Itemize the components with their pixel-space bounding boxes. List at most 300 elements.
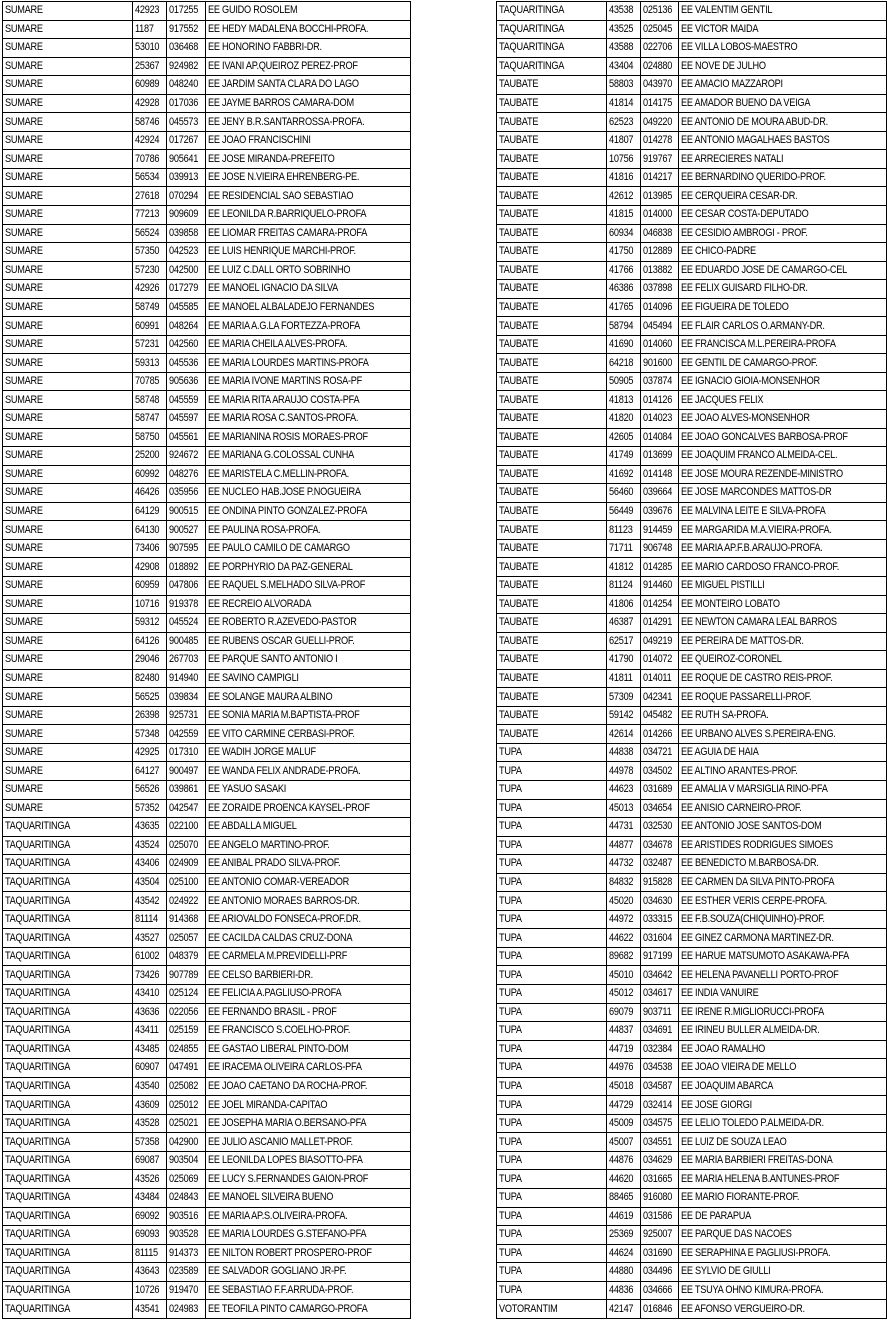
city-cell (3, 836, 133, 855)
code-cell (607, 892, 640, 911)
city-cell (3, 206, 133, 225)
code-cell (607, 651, 640, 670)
code-cell-text: 44972 (609, 913, 634, 926)
city-cell (497, 317, 607, 336)
table-row (497, 1040, 887, 1059)
id-cell (640, 1300, 679, 1319)
school-name-cell (205, 261, 411, 280)
id-cell (167, 595, 206, 614)
school-name-cell (679, 2, 887, 21)
table-row (497, 447, 887, 466)
table-row (3, 131, 411, 150)
table-row (497, 428, 887, 447)
school-name-cell-text: EE ESTHER VERIS CERPE-PROFA. (681, 894, 828, 907)
table-row (497, 595, 887, 614)
code-cell-text: 58748 (135, 393, 160, 406)
id-cell-text: 901600 (642, 356, 672, 369)
code-cell (607, 335, 640, 354)
city-cell-text: SUMARE (5, 467, 43, 480)
id-cell (640, 1022, 679, 1041)
code-cell-text: 58749 (135, 301, 160, 314)
id-cell-text: 042900 (169, 1135, 199, 1148)
code-cell-text: 42926 (135, 282, 160, 295)
table-row (497, 280, 887, 299)
city-cell-text: TAQUARITINGA (5, 1024, 71, 1037)
school-name-cell (679, 984, 887, 1003)
code-cell (607, 280, 640, 299)
code-cell-text: 44623 (609, 783, 634, 796)
city-cell-text: TUPA (499, 1079, 522, 1092)
id-cell-text: 023589 (169, 1265, 199, 1278)
code-cell-text: 42925 (135, 746, 160, 759)
city-cell-text: SUMARE (5, 634, 43, 647)
city-cell-text: TAQUARITINGA (5, 1265, 71, 1278)
table-row (497, 335, 887, 354)
table-row (497, 465, 887, 484)
id-cell-text: 014175 (642, 97, 672, 109)
id-cell-text: 022706 (642, 41, 672, 54)
city-cell-text: TAUBATE (499, 338, 539, 351)
code-cell (607, 1170, 640, 1189)
school-name-cell (205, 1040, 411, 1059)
city-cell-text: TAQUARITINGA (499, 59, 565, 72)
id-cell-text: 045524 (169, 616, 199, 629)
city-cell-text: TUPA (499, 857, 522, 870)
id-cell-text: 917199 (642, 950, 672, 963)
school-name-cell (205, 335, 411, 354)
id-cell-text: 034691 (642, 1024, 672, 1037)
city-cell (3, 1189, 133, 1208)
code-cell (133, 1059, 167, 1078)
code-cell (133, 1300, 167, 1319)
table-row (3, 94, 411, 113)
id-cell (167, 762, 206, 781)
code-cell-text: 44877 (609, 838, 634, 851)
city-cell (3, 113, 133, 132)
table-row (3, 76, 411, 95)
table-row (497, 1281, 887, 1300)
id-cell-text: 914368 (169, 913, 199, 926)
city-cell (497, 465, 607, 484)
school-name-cell (679, 261, 887, 280)
id-cell (167, 873, 206, 892)
code-cell (607, 688, 640, 707)
school-name-cell (679, 1226, 887, 1245)
city-cell-text: SUMARE (5, 412, 43, 425)
code-cell-text: 41807 (609, 134, 634, 147)
school-name-cell (205, 354, 411, 373)
school-name-cell-text: EE JOAO ALVES-MONSENHOR (681, 412, 810, 425)
code-cell-text: 41790 (609, 653, 634, 666)
city-cell (497, 1207, 607, 1226)
school-name-cell (205, 168, 411, 187)
school-name-cell (205, 224, 411, 243)
school-name-cell-text: EE MARIANA G.COLOSSAL CUNHA (207, 449, 354, 462)
id-cell (167, 428, 206, 447)
school-name-cell (679, 113, 887, 132)
code-cell (133, 799, 167, 818)
school-name-cell-text: EE SEBASTIAO F.F.ARRUDA-PROF. (207, 1284, 353, 1296)
code-cell (607, 873, 640, 892)
school-name-cell-text: EE LEONILDA R.BARRIQUELO-PROFA (207, 208, 366, 221)
school-name-cell-text: EE ARRECIERES NATALI (681, 152, 784, 165)
school-name-cell (679, 743, 887, 762)
code-cell-text: 73406 (135, 542, 160, 555)
code-cell (133, 131, 167, 150)
city-cell-text: TAQUARITINGA (5, 1135, 71, 1148)
school-name-cell (679, 614, 887, 633)
code-cell (607, 539, 640, 558)
table-row (497, 1189, 887, 1208)
table-row (497, 298, 887, 317)
code-cell (133, 447, 167, 466)
table-row (497, 521, 887, 540)
code-cell-text: 71711 (609, 542, 633, 555)
code-cell-text: 57230 (135, 263, 160, 276)
city-cell-text: TAQUARITINGA (499, 22, 565, 35)
code-cell (607, 76, 640, 95)
id-cell (167, 1151, 206, 1170)
code-cell (607, 929, 640, 948)
id-cell-text: 024922 (169, 894, 199, 907)
id-cell (640, 799, 679, 818)
id-cell-text: 013985 (642, 189, 672, 202)
city-cell-text: TAQUARITINGA (5, 1154, 71, 1167)
school-name-cell-text: EE ANTONIO MAGALHAES BASTOS (681, 134, 830, 147)
school-name-cell (205, 651, 411, 670)
school-name-cell (205, 20, 411, 39)
school-name-cell (205, 762, 411, 781)
code-cell-text: 88465 (609, 1191, 634, 1204)
id-cell-text: 024855 (169, 1042, 199, 1055)
table-row (497, 1263, 887, 1282)
school-name-cell-text: EE ANIBAL PRADO SILVA-PROF. (207, 857, 340, 870)
school-name-cell (205, 873, 411, 892)
id-cell-text: 014000 (642, 208, 672, 221)
city-cell (497, 1151, 607, 1170)
city-cell-text: SUMARE (5, 430, 43, 443)
school-name-cell (205, 2, 411, 21)
code-cell (133, 1022, 167, 1041)
school-name-cell-text: EE JOSE GIORGI (681, 1098, 753, 1111)
code-cell-text: 60959 (135, 579, 160, 592)
code-cell (607, 317, 640, 336)
school-name-cell-text: EE GINEZ CARMONA MARTINEZ-DR. (681, 931, 834, 944)
city-cell (497, 966, 607, 985)
table-row (3, 1244, 411, 1263)
city-cell-text: SUMARE (5, 375, 43, 388)
school-name-cell-text: EE CELSO BARBIERI-DR. (207, 968, 313, 981)
school-name-cell (205, 688, 411, 707)
code-cell-text: 41813 (609, 393, 634, 406)
school-name-cell (679, 94, 887, 113)
city-cell-text: TAQUARITINGA (499, 41, 565, 54)
city-cell-text: SUMARE (5, 245, 43, 258)
code-cell-text: 42908 (135, 560, 160, 573)
city-cell-text: TUPA (499, 987, 522, 1000)
code-cell-text: 43542 (135, 894, 160, 907)
code-cell-text: 25200 (135, 449, 160, 462)
city-cell (497, 873, 607, 892)
city-cell-text: SUMARE (5, 542, 43, 555)
id-cell (167, 150, 206, 169)
code-cell-text: 41814 (609, 97, 634, 109)
city-cell-text: TAQUARITINGA (5, 875, 71, 888)
id-cell (640, 94, 679, 113)
school-name-cell-text: EE IRINEU BULLER ALMEIDA-DR. (681, 1024, 820, 1037)
id-cell-text: 045536 (169, 356, 199, 369)
school-name-cell-text: EE GASTAO LIBERAL PINTO-DOM (207, 1042, 349, 1055)
city-cell (497, 1077, 607, 1096)
table-row (3, 1114, 411, 1133)
table-row (3, 243, 411, 262)
id-cell-text: 017279 (169, 282, 199, 295)
school-name-cell-text: EE CHICO-PADRE (681, 245, 757, 258)
code-cell-text: 44622 (609, 931, 634, 944)
code-cell-text: 43525 (609, 22, 634, 35)
city-cell (3, 855, 133, 874)
code-cell-text: 50905 (609, 375, 634, 388)
school-name-cell-text: EE LELIO TOLEDO P.ALMEIDA-DR. (681, 1117, 824, 1130)
city-cell-text: TUPA (499, 875, 522, 888)
id-cell (167, 836, 206, 855)
code-cell (607, 261, 640, 280)
id-cell (167, 929, 206, 948)
school-name-cell (679, 799, 887, 818)
id-cell (167, 669, 206, 688)
school-name-cell-text: EE JOSE MARCONDES MATTOS-DR (681, 486, 832, 499)
school-name-cell-text: EE PAULINA ROSA-PROFA. (207, 523, 321, 536)
id-cell (640, 261, 679, 280)
school-name-cell (205, 1022, 411, 1041)
code-cell-text: 64126 (135, 634, 160, 647)
id-cell (640, 372, 679, 391)
table-row (497, 929, 887, 948)
table-row (497, 539, 887, 558)
id-cell-text: 031665 (642, 1172, 672, 1185)
code-cell-text: 25369 (609, 1228, 634, 1241)
city-cell (3, 614, 133, 633)
school-name-cell (205, 1077, 411, 1096)
city-cell (3, 1059, 133, 1078)
table-row (497, 261, 887, 280)
id-cell-text: 014126 (642, 393, 672, 406)
id-cell (640, 651, 679, 670)
table-row (3, 892, 411, 911)
city-cell (497, 743, 607, 762)
id-cell (640, 521, 679, 540)
city-cell (497, 521, 607, 540)
table-row (497, 39, 887, 58)
code-cell-text: 42605 (609, 430, 634, 443)
code-cell-text: 43527 (135, 931, 160, 944)
id-cell (167, 947, 206, 966)
school-name-cell (679, 947, 887, 966)
table-row (497, 317, 887, 336)
city-cell (3, 539, 133, 558)
city-cell (3, 1226, 133, 1245)
code-cell-text: 45013 (609, 801, 634, 814)
school-name-cell-text: EE ARISTIDES RODRIGUES SIMOES (681, 838, 834, 851)
city-cell (3, 168, 133, 187)
id-cell (167, 1114, 206, 1133)
school-name-cell (679, 502, 887, 521)
code-cell (607, 410, 640, 429)
city-cell (497, 1133, 607, 1152)
city-cell-text: SUMARE (5, 134, 43, 147)
city-cell-text: TAUBATE (499, 263, 539, 276)
id-cell-text: 925007 (642, 1228, 672, 1241)
table-row (3, 780, 411, 799)
table-row (497, 855, 887, 874)
id-cell-text: 045573 (169, 115, 199, 128)
school-name-cell (205, 391, 411, 410)
school-name-cell-text: EE ROQUE DE CASTRO REIS-PROF. (681, 671, 833, 684)
id-cell-text: 045585 (169, 301, 199, 314)
id-cell (640, 465, 679, 484)
city-cell-text: SUMARE (5, 41, 43, 54)
city-cell (497, 484, 607, 503)
code-cell-text: 69079 (609, 1005, 634, 1018)
school-name-cell (205, 558, 411, 577)
city-cell-text: TUPA (499, 1284, 522, 1296)
school-name-cell-text: EE MARIO FIORANTE-PROF. (681, 1191, 800, 1204)
code-cell (607, 298, 640, 317)
city-cell (497, 1226, 607, 1245)
table-row (497, 187, 887, 206)
school-name-cell-text: EE JENY B.R.SANTARROSSA-PROFA. (207, 115, 364, 128)
id-cell-text: 039834 (169, 690, 199, 703)
school-name-cell-text: EE F.B.SOUZA(CHIQUINHO)-PROF. (681, 913, 825, 926)
school-name-cell-text: EE FERNANDO BRASIL - PROF (207, 1005, 337, 1018)
code-cell-text: 70786 (135, 152, 160, 165)
id-cell-text: 014023 (642, 412, 672, 425)
school-name-cell-text: EE AMADOR BUENO DA VEIGA (681, 97, 811, 109)
code-cell-text: 44620 (609, 1172, 634, 1185)
id-cell-text: 032530 (642, 820, 672, 833)
table-row (3, 762, 411, 781)
city-cell-text: SUMARE (5, 486, 43, 499)
city-cell-text: TAQUARITINGA (5, 1246, 71, 1259)
code-cell (607, 354, 640, 373)
code-cell-text: 57231 (135, 338, 160, 351)
school-name-cell (679, 187, 887, 206)
school-name-cell (679, 298, 887, 317)
city-cell (497, 410, 607, 429)
city-cell (3, 1133, 133, 1152)
id-cell-text: 037874 (642, 375, 672, 388)
school-name-cell-text: EE AFONSO VERGUEIRO-DR. (681, 1302, 805, 1315)
code-cell-text: 43541 (135, 1302, 160, 1315)
code-cell-text: 45010 (609, 968, 634, 981)
city-cell (3, 1040, 133, 1059)
code-cell-text: 81124 (609, 579, 633, 592)
city-cell-text: TAQUARITINGA (5, 1005, 71, 1018)
id-cell-text: 049220 (642, 115, 672, 128)
table-row (497, 1151, 887, 1170)
id-cell (167, 94, 206, 113)
id-cell (167, 2, 206, 21)
school-name-cell-text: EE CESIDIO AMBROGI - PROF. (681, 226, 808, 239)
id-cell (640, 131, 679, 150)
table-row (497, 799, 887, 818)
id-cell (167, 558, 206, 577)
school-name-cell (679, 20, 887, 39)
code-cell (607, 94, 640, 113)
code-cell (607, 855, 640, 874)
code-cell-text: 27618 (135, 189, 160, 202)
table-row (497, 669, 887, 688)
code-cell-text: 43588 (609, 41, 634, 54)
table-row (3, 595, 411, 614)
code-cell-text: 41812 (609, 560, 634, 573)
school-name-cell (679, 372, 887, 391)
city-cell-text: SUMARE (5, 152, 43, 165)
city-cell (3, 892, 133, 911)
table-row (3, 1281, 411, 1300)
city-cell-text: TAUBATE (499, 301, 539, 314)
id-cell (167, 966, 206, 985)
id-cell (640, 725, 679, 744)
school-name-cell (205, 39, 411, 58)
code-cell (607, 150, 640, 169)
id-cell-text: 031689 (642, 783, 672, 796)
id-cell-text: 025069 (169, 1172, 199, 1185)
table-row (3, 335, 411, 354)
code-cell-text: 64130 (135, 523, 160, 536)
id-cell (167, 1059, 206, 1078)
city-cell-text: TAQUARITINGA (5, 987, 71, 1000)
school-name-cell-text: EE ANISIO CARNEIRO-PROF. (681, 801, 802, 814)
code-cell (133, 669, 167, 688)
code-cell-text: 26398 (135, 709, 160, 722)
city-cell-text: TUPA (499, 1117, 522, 1130)
school-name-cell (205, 317, 411, 336)
city-cell-text: SUMARE (5, 338, 43, 351)
school-name-cell (679, 539, 887, 558)
id-cell-text: 016846 (642, 1302, 672, 1315)
school-name-cell-text: EE SONIA MARIA M.BAPTISTA-PROF (207, 709, 360, 722)
code-cell (133, 984, 167, 1003)
code-cell-text: 44837 (609, 1024, 634, 1037)
id-cell-text: 034666 (642, 1284, 672, 1296)
school-name-cell (205, 836, 411, 855)
code-cell (133, 1263, 167, 1282)
city-cell-text: TUPA (499, 1005, 522, 1018)
city-cell (3, 354, 133, 373)
city-cell (497, 447, 607, 466)
table-row (3, 502, 411, 521)
id-cell (167, 539, 206, 558)
school-name-cell (679, 1040, 887, 1059)
city-cell (3, 595, 133, 614)
city-cell-text: SUMARE (5, 356, 43, 369)
id-cell (167, 391, 206, 410)
table-row (497, 743, 887, 762)
id-cell-text: 032414 (642, 1098, 672, 1111)
city-cell-text: TUPA (499, 1246, 522, 1259)
school-name-cell (205, 502, 411, 521)
city-cell (497, 1096, 607, 1115)
code-cell-text: 59312 (135, 616, 160, 629)
id-cell-text: 035956 (169, 486, 199, 499)
code-cell-text: 41692 (609, 467, 634, 480)
city-cell (3, 410, 133, 429)
code-cell (133, 1040, 167, 1059)
code-cell-text: 10756 (609, 152, 634, 165)
code-cell (133, 725, 167, 744)
id-cell-text: 048379 (169, 950, 199, 963)
